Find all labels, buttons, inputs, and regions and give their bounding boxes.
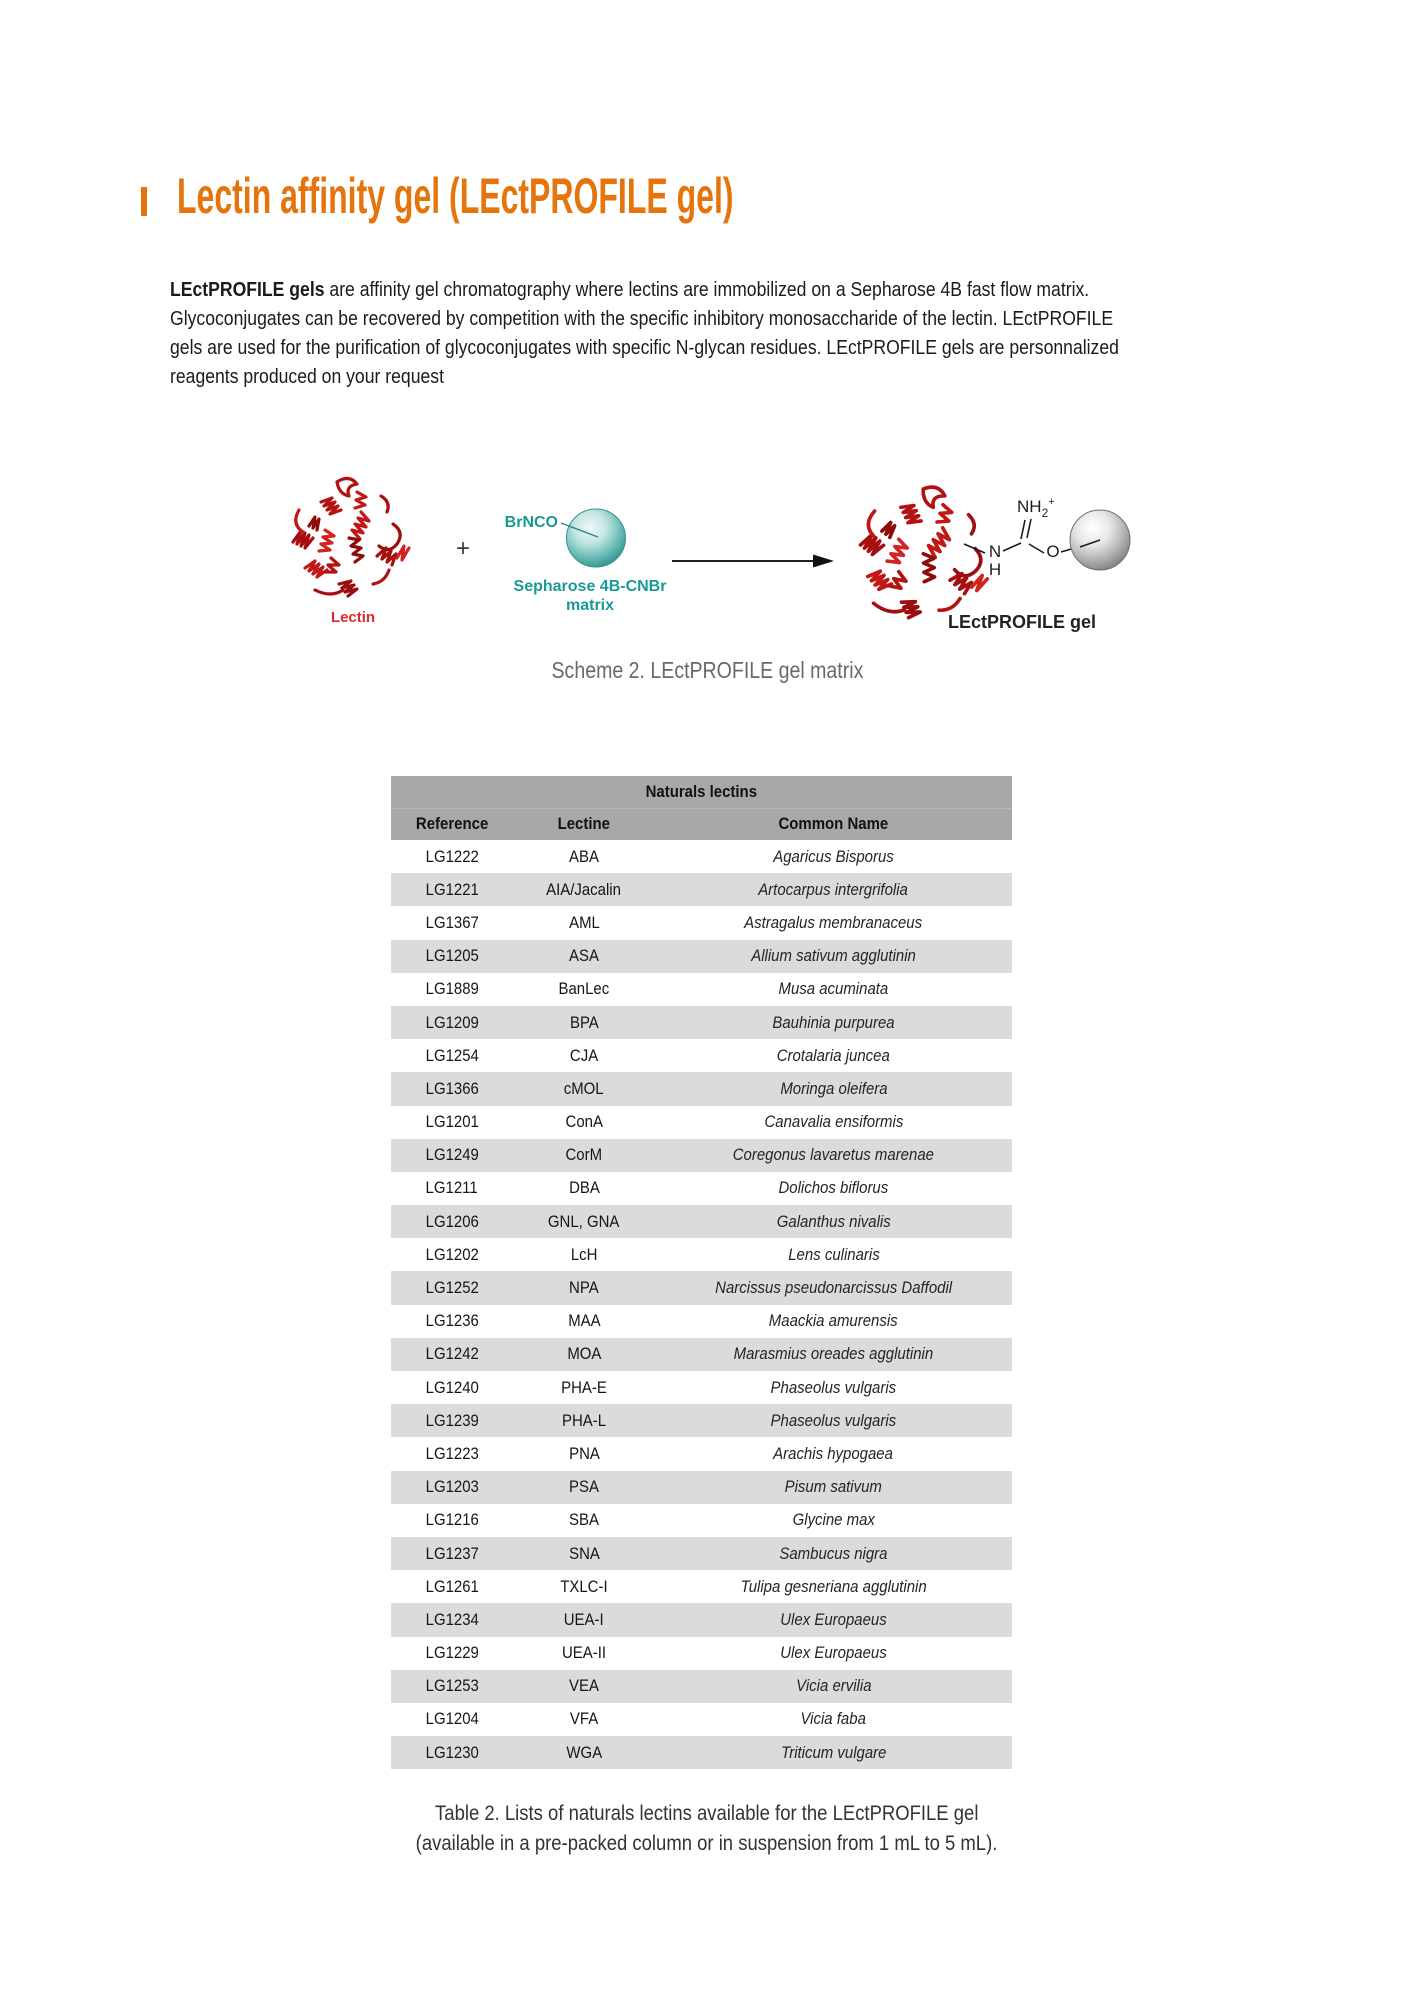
table-row	[391, 1504, 1012, 1537]
cell-common-name: Marasmius oreades agglutinin	[733, 1344, 934, 1364]
table-row	[391, 1404, 1012, 1437]
table-row	[391, 1471, 1012, 1504]
cell-lectine: BPA	[569, 1012, 599, 1032]
cell-reference: LG1237	[425, 1543, 479, 1563]
intro-lead-bold: LEctPROFILE gels	[170, 279, 325, 301]
cell-reference: LG1249	[425, 1145, 479, 1165]
n-atom-label: N	[988, 542, 1002, 561]
table-row	[391, 906, 1012, 939]
cell-common-name: Phaseolus vulgaris	[770, 1410, 897, 1430]
cell-reference: LG1205	[425, 946, 479, 966]
brnco-label: BrNCO	[504, 514, 558, 531]
cell-common-name: Ulex Europaeus	[780, 1609, 887, 1629]
product-label: LEctPROFILE gel	[947, 612, 1097, 632]
cell-common-name: Dolichos biflorus	[778, 1178, 889, 1198]
table-row	[391, 1072, 1012, 1105]
cell-reference: LG1222	[425, 846, 479, 866]
cell-lectine: WGA	[566, 1742, 602, 1762]
cell-reference: LG1253	[425, 1676, 479, 1696]
table-row	[391, 1338, 1012, 1371]
cell-reference: LG1211	[425, 1178, 479, 1198]
intro-paragraph	[170, 276, 1248, 392]
cell-lectine: SBA	[569, 1510, 599, 1530]
table-row	[391, 1271, 1012, 1304]
table-row	[391, 873, 1012, 906]
cell-common-name: Sambucus nigra	[779, 1543, 888, 1563]
cell-common-name: Maackia amurensis	[769, 1311, 898, 1331]
cell-reference: LG1206	[425, 1211, 479, 1231]
table-row	[391, 1570, 1012, 1603]
sepharose-matrix-label-line2: matrix	[565, 597, 615, 614]
intro-line-1-rest: are affinity gel chromatography where lectins are immobilized on a Sepharose 4B fast flow matrix.	[324, 279, 1090, 301]
scheme-diagram	[280, 460, 1150, 665]
cell-reference: LG1240	[425, 1377, 479, 1397]
page-title: Lectin affinity gel (LEctPROFILE gel)	[177, 168, 734, 224]
cell-common-name: Lens culinaris	[787, 1244, 880, 1264]
cell-lectine: VFA	[569, 1709, 599, 1729]
cell-common-name: Moringa oleifera	[779, 1078, 888, 1098]
cell-common-name: Vicia faba	[800, 1709, 867, 1729]
cell-reference: LG1216	[425, 1510, 479, 1530]
cell-lectine: AML	[568, 912, 600, 932]
cell-reference: LG1889	[425, 979, 479, 999]
table-title: Naturals lectins	[645, 781, 758, 801]
table-caption	[0, 1799, 1414, 1859]
cell-reference: LG1229	[425, 1643, 479, 1663]
cell-lectine: DBA	[568, 1178, 600, 1198]
cell-reference: LG1221	[425, 879, 479, 899]
cell-reference: LG1252	[425, 1278, 479, 1298]
cell-common-name: Triticum vulgare	[780, 1742, 887, 1762]
table-row	[391, 1006, 1012, 1039]
cell-lectine: MAA	[567, 1311, 601, 1331]
cell-reference: LG1204	[425, 1709, 479, 1729]
cell-common-name: Coregonus lavaretus marenae	[732, 1145, 935, 1165]
cell-lectine: UEA-I	[564, 1609, 604, 1629]
table-row	[391, 973, 1012, 1006]
cell-lectine: TXLC-I	[560, 1576, 608, 1596]
cell-lectine: UEA-II	[561, 1643, 607, 1663]
cell-lectine: PNA	[568, 1443, 600, 1463]
cell-common-name: Narcissus pseudonarcissus Daffodil	[715, 1278, 952, 1298]
intro-line-1	[170, 276, 1119, 305]
cell-common-name: Tulipa gesneriana agglutinin	[740, 1576, 927, 1596]
cell-common-name: Ulex Europaeus	[780, 1643, 887, 1663]
cell-common-name: Artocarpus intergrifolia	[758, 879, 909, 899]
table-row	[391, 1736, 1012, 1769]
lectin-table-body	[391, 840, 1012, 1769]
cell-common-name: Galanthus nivalis	[776, 1211, 891, 1231]
scheme-caption-text: Scheme 2. LEctPROFILE gel matrix	[551, 657, 863, 683]
table-row	[391, 1437, 1012, 1470]
plus-sign: +	[455, 535, 471, 562]
cell-lectine: CJA	[569, 1045, 599, 1065]
column-header-common-name: Common Name	[778, 814, 889, 834]
lectins-table	[391, 776, 1012, 1769]
lectin-label: Lectin	[330, 609, 376, 626]
intro-line-4: reagents produced on your request	[170, 366, 444, 388]
cell-reference: LG1261	[425, 1576, 479, 1596]
table-row	[391, 840, 1012, 873]
cell-common-name: Vicia ervilia	[795, 1676, 872, 1696]
table-title-row	[391, 776, 1012, 808]
cell-lectine: NPA	[569, 1278, 599, 1298]
lectin-protein-image	[293, 478, 409, 596]
table-row	[391, 1371, 1012, 1404]
cell-reference: LG1367	[425, 912, 479, 932]
cell-reference: LG1203	[425, 1477, 479, 1497]
table-row	[391, 1205, 1012, 1238]
table-row	[391, 1670, 1012, 1703]
page-title-row	[141, 170, 1047, 222]
cell-lectine: PHA-E	[561, 1377, 607, 1397]
cell-reference: LG1230	[425, 1742, 479, 1762]
cell-lectine: AIA/Jacalin	[546, 879, 622, 899]
cell-common-name: Phaseolus vulgaris	[770, 1377, 897, 1397]
cell-common-name: Agaricus Bisporus	[773, 846, 894, 866]
table-header-row	[391, 808, 1012, 840]
column-header-lectine: Lectine	[557, 814, 611, 834]
table-row	[391, 1305, 1012, 1338]
cell-lectine: ConA	[565, 1112, 603, 1132]
cell-reference: LG1366	[425, 1078, 479, 1098]
scheme-caption	[0, 656, 1414, 684]
product-protein-image	[848, 475, 1004, 632]
cell-common-name: Allium sativum agglutinin	[751, 946, 916, 966]
cell-reference: LG1209	[425, 1012, 479, 1032]
table-row	[391, 1238, 1012, 1271]
cell-lectine: ABA	[569, 846, 599, 866]
cell-lectine: PSA	[569, 1477, 599, 1497]
sepharose-matrix-label-line1: Sepharose 4B-CNBr	[513, 578, 667, 595]
cell-common-name: Astragalus membranaceus	[744, 912, 923, 932]
cell-common-name: Musa acuminata	[778, 979, 889, 999]
o-atom-label: O	[1046, 542, 1060, 561]
cell-lectine: LcH	[570, 1244, 598, 1264]
cell-lectine: BanLec	[558, 979, 610, 999]
cell-lectine: VEA	[569, 1676, 599, 1696]
cell-common-name: Glycine max	[792, 1510, 875, 1530]
cell-common-name: Arachis hypogaea	[773, 1443, 894, 1463]
title-accent-bar	[141, 187, 147, 216]
table-row	[391, 1139, 1012, 1172]
cell-reference: LG1202	[425, 1244, 479, 1264]
table-row	[391, 1537, 1012, 1570]
table-row	[391, 1603, 1012, 1636]
cell-reference: LG1223	[425, 1443, 479, 1463]
cell-lectine: PHA-L	[561, 1410, 607, 1430]
lectins-table-head	[391, 776, 1012, 840]
table-caption-line2: (available in a pre-packed column or in suspension from 1 mL to 5 mL).	[416, 1832, 998, 1855]
intro-line-2: Glycoconjugates can be recovered by competition with the specific inhibitory monosaccharide of the lectin. LEctPROFILE	[170, 308, 1114, 330]
cell-reference: LG1201	[425, 1112, 479, 1132]
table-row	[391, 1106, 1012, 1139]
cell-lectine: ASA	[569, 946, 599, 966]
table-row	[391, 1703, 1012, 1736]
cell-common-name: Pisum sativum	[784, 1477, 883, 1497]
table-row	[391, 1039, 1012, 1072]
column-header-reference: Reference	[415, 814, 489, 834]
cell-reference: LG1254	[425, 1045, 479, 1065]
cell-common-name: Bauhinia purpurea	[772, 1012, 895, 1032]
cell-lectine: cMOL	[564, 1078, 604, 1098]
cell-reference: LG1234	[425, 1609, 479, 1629]
table-caption-line1: Table 2. Lists of naturals lectins available for the LEctPROFILE gel	[435, 1802, 979, 1825]
cell-lectine: MOA	[566, 1344, 602, 1364]
table-row	[391, 1172, 1012, 1205]
cell-lectine: SNA	[568, 1543, 600, 1563]
reaction-arrow	[672, 555, 834, 568]
table-row	[391, 940, 1012, 973]
h-atom-label: H	[988, 560, 1002, 579]
cell-common-name: Crotalaria juncea	[776, 1045, 891, 1065]
sepharose-bead-image	[567, 509, 626, 567]
cell-reference: LG1239	[425, 1410, 479, 1430]
cell-common-name: Canavalia ensiformis	[764, 1112, 903, 1132]
cell-lectine: CorM	[565, 1145, 603, 1165]
nh2-label: $NH_2^+$	[1017, 496, 1055, 520]
intro-line-3: gels are used for the purification of glycoconjugates with specific N-glycan residues. LEctPROFILE gels are personnalized	[170, 337, 1119, 359]
scheme-figure	[280, 460, 1150, 665]
cell-reference: LG1236	[425, 1311, 479, 1331]
cell-reference: LG1242	[425, 1344, 479, 1364]
cell-lectine: GNL, GNA	[548, 1211, 620, 1231]
table-row	[391, 1637, 1012, 1670]
